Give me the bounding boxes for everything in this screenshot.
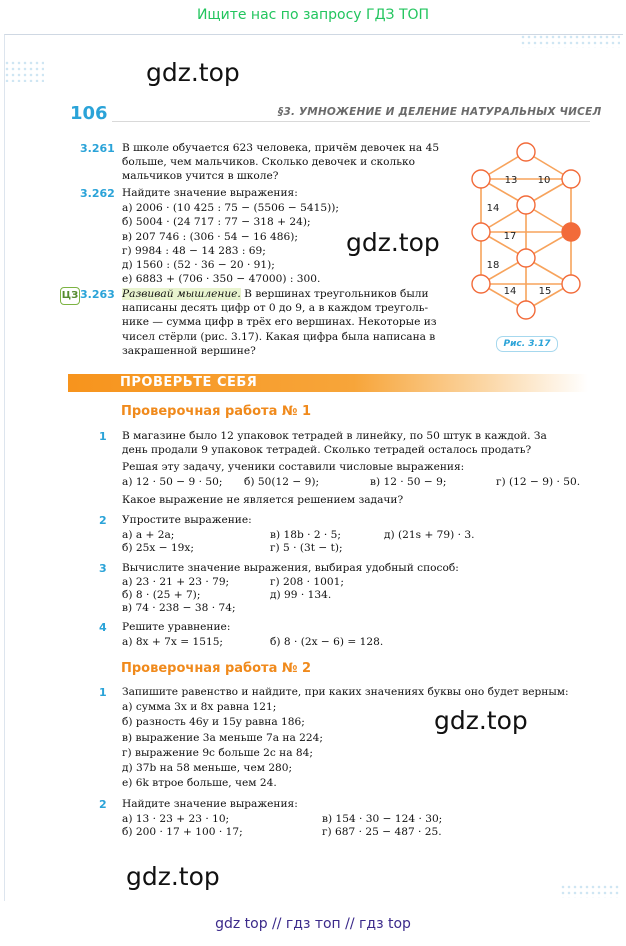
top-banner: Ищите нас по запросу ГДЗ ТОП	[196, 7, 430, 23]
question-text: Вычислите значение выражения, выбирая удобный способ:	[122, 562, 459, 574]
triangle-sum: 13	[504, 175, 518, 186]
question-text: Решите уравнение:	[122, 621, 231, 633]
running-head: §3. УМНОЖЕНИЕ И ДЕЛЕНИЕ НАТУРАЛЬНЫХ ЧИСЕЛ	[278, 106, 602, 118]
figure-caption: Рис. 3.17	[496, 336, 558, 352]
vertex	[472, 170, 490, 188]
expression: г) 687 · 25 − 487 · 25.	[322, 826, 442, 838]
question-number: 2	[99, 514, 107, 527]
problem-3263-text: Развивай мышление. В вершинах треугольников были написаны десять цифр от 0 до 9, а в каждом треуголь- нике — сумма цифр в трёх его вершинах. Некоторые из чисел стёрли (рис. 3.17). Какая цифра была написана в закрашенной вершине?	[122, 288, 437, 357]
triangle-sum: 18	[486, 260, 500, 271]
question-number: 2	[99, 798, 107, 811]
footer-links[interactable]: gdz top // гдз топ // гдз top	[215, 916, 411, 932]
option: в) 12 · 50 − 9;	[370, 476, 447, 488]
problem-number: 3.263	[80, 288, 115, 301]
vertex	[562, 170, 580, 188]
watermark: gdz.top	[434, 706, 528, 735]
work2-q1-text: Запишите равенство и найдите, при каких значениях буквы оно будет верным: а) сумма 3x и 8x равна 121; б) разность 46y и 15y равна 186; в) выражение 3a меньше 7a на 224; г) выражение 9c больше 2c на 84; д) 37b на 58 меньше, чем 280; е) 6k втрое больше, чем 24.	[122, 686, 569, 790]
triangle-grid-figure	[460, 136, 594, 340]
question-number: 1	[99, 430, 107, 443]
vertex	[517, 249, 535, 267]
question-text: Найдите значение выражения:	[122, 798, 298, 810]
expression: а) 8x + 7x = 1515;	[122, 636, 223, 648]
section-title: ПРОВЕРЬТЕ СЕБЯ	[120, 375, 258, 390]
expression: б) 8 · (2x − 6) = 128.	[270, 636, 384, 648]
question-number: 4	[99, 621, 107, 634]
option: г) (12 − 9) · 50.	[496, 476, 581, 488]
vertex	[517, 143, 535, 161]
triangle-sum: 17	[503, 231, 517, 242]
dotted-corner-top-right	[520, 34, 620, 48]
expression: б) 25x − 19x;	[122, 542, 194, 554]
dotted-corner-left	[4, 60, 44, 82]
triangle-sum: 15	[538, 286, 552, 297]
grid-lines	[481, 152, 571, 310]
expression: б) 8 · (25 + 7);	[122, 589, 201, 601]
triangle-sum: 10	[537, 175, 551, 186]
vertex	[562, 275, 580, 293]
vertex	[472, 275, 490, 293]
highlight-phrase: Развивай мышление.	[122, 288, 241, 300]
expression: д) 99 · 134.	[270, 589, 332, 601]
question-number: 1	[99, 686, 107, 699]
vertex	[472, 223, 490, 241]
vertex-highlighted	[562, 223, 580, 241]
problem-number: 3.261	[80, 142, 115, 155]
dotted-corner-bottom-right	[560, 884, 620, 898]
work-title: Проверочная работа № 2	[121, 661, 312, 676]
expression: а) a + 2a;	[122, 529, 175, 541]
expression: г) 5 · (3t − t);	[270, 542, 343, 554]
expression: в) 18b · 2 · 5;	[270, 529, 341, 541]
expression: д) (21s + 79) · 3.	[384, 529, 475, 541]
vertex	[517, 301, 535, 319]
header-rule	[112, 121, 590, 122]
vertex	[517, 196, 535, 214]
watermark: gdz.top	[146, 58, 240, 87]
triangle-sum: 14	[503, 286, 517, 297]
watermark: gdz.top	[346, 228, 440, 257]
work1-q1-text: В магазине было 12 упаковок тетрадей в линейку, по 50 штук в каждой. За день продали 9 упаковок тетрадей. Сколько тетрадей осталось продать? Решая эту задачу, ученики составили числовые выражения:	[122, 430, 547, 474]
question-text: Какое выражение не является решением задачи?	[122, 494, 404, 506]
option: а) 12 · 50 − 9 · 50;	[122, 476, 223, 488]
expression: в) 74 · 238 − 38 · 74;	[122, 602, 236, 614]
option: б) 50(12 − 9);	[244, 476, 320, 488]
question-text: Упростите выражение:	[122, 514, 252, 526]
expression: а) 23 · 21 + 23 · 79;	[122, 576, 230, 588]
expression: г) 208 · 1001;	[270, 576, 344, 588]
triangle-sum: 14	[486, 203, 500, 214]
work-title: Проверочная работа № 1	[121, 404, 312, 419]
question-number: 3	[99, 562, 107, 575]
watermark: gdz.top	[126, 862, 220, 891]
expression: в) 154 · 30 − 124 · 30;	[322, 813, 443, 825]
central-exam-badge: ЦЗ	[60, 287, 80, 305]
page-number: 106	[70, 103, 108, 124]
problem-3262-text: Найдите значение выражения: а) 2006 · (10 425 : 75 − (5506 − 5415)); б) 5004 · (24 717 : 77 − 318 + 24); в) 207 746 : (306 · 54 − 16 486); г) 9984 : 48 − 14 283 : 69; д) 1560 : (52 · 36 − 20 · 91); е) 6883 + (706 · 350 − 47000) : 300.	[122, 187, 339, 286]
expression: а) 13 · 23 + 23 · 10;	[122, 813, 230, 825]
problem-3261-text: В школе обучается 623 человека, причём девочек на 45 больше, чем мальчиков. Сколько девочек и сколько мальчиков учится в школе?	[122, 142, 440, 183]
problem-number: 3.262	[80, 187, 115, 200]
expression: б) 200 · 17 + 100 · 17;	[122, 826, 243, 838]
